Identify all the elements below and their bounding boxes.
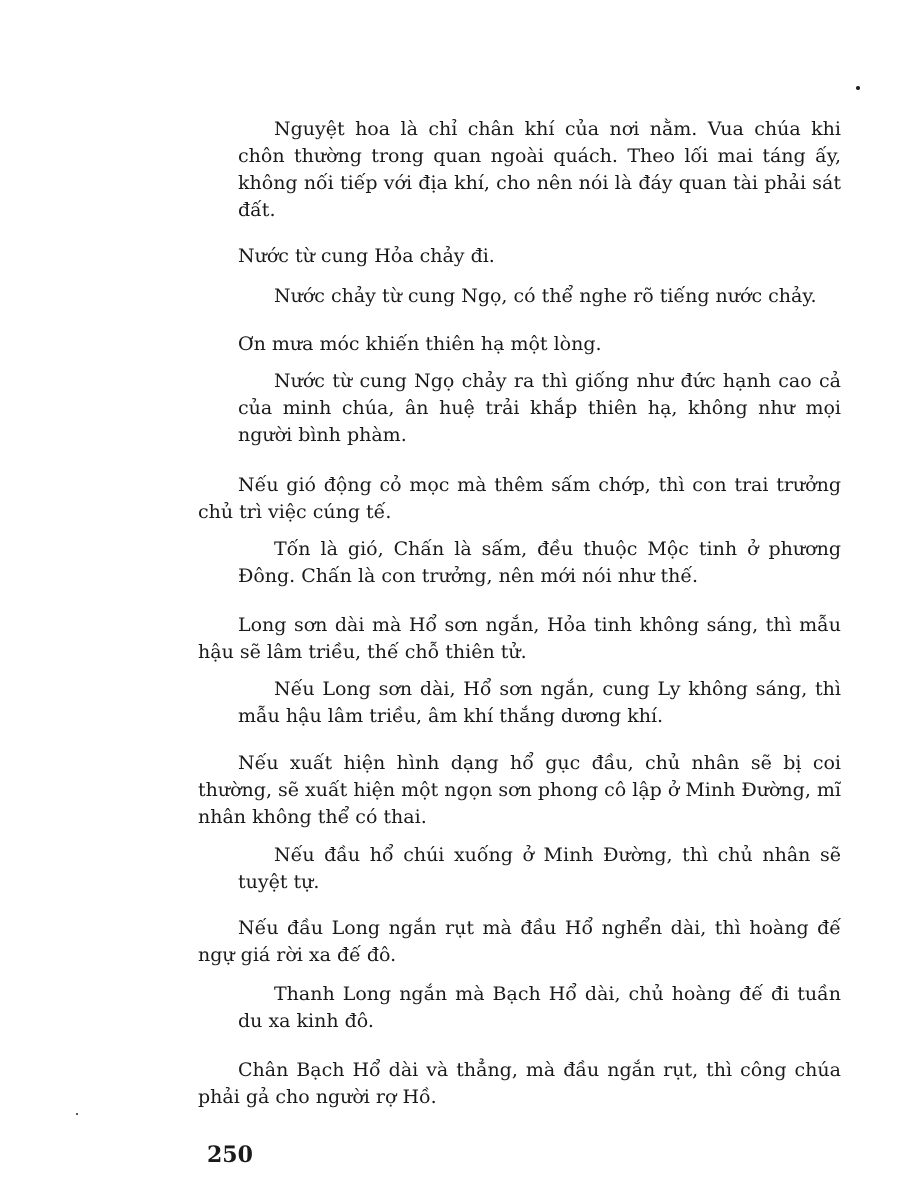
commentary-paragraph: Nếu Long sơn dài, Hổ sơn ngắn, cung Ly không sáng, thì mẫu hậu lâm triều, âm khí thắng dương khí. [238,678,841,727]
main-text-paragraph: Nếu gió động cỏ mọc mà thêm sấm chớp, thì con trai trưởng chủ trì việc cúng tế. [198,474,841,523]
main-text-paragraph: Ơn mưa móc khiến thiên hạ một lòng. [238,333,602,355]
commentary-paragraph: Nước từ cung Ngọ chảy ra thì giống như đức hạnh cao cả của minh chúa, ân huệ trải khắp thiên hạ, không như mọi người bình phàm. [238,370,841,446]
commentary-paragraph: Thanh Long ngắn mà Bạch Hổ dài, chủ hoàng đế đi tuần du xa kinh đô. [238,983,841,1032]
main-text-paragraph: Long sơn dài mà Hổ sơn ngắn, Hỏa tinh không sáng, thì mẫu hậu sẽ lâm triều, thế chỗ thiên tử. [198,614,841,663]
scan-speck [856,86,860,90]
main-text-paragraph: Nếu xuất hiện hình dạng hổ gục đầu, chủ nhân sẽ bị coi thường, sẽ xuất hiện một ngọn sơn phong cô lập ở Minh Đường, mĩ nhân không thể có thai. [198,752,841,828]
page-number: 250 [207,1142,253,1168]
main-text-paragraph: Nước từ cung Hỏa chảy đi. [238,245,495,267]
commentary-paragraph: Nếu đầu hổ chúi xuống ở Minh Đường, thì chủ nhân sẽ tuyệt tự. [238,844,841,893]
commentary-paragraph: Nguyệt hoa là chỉ chân khí của nơi nằm. Vua chúa khi chôn thường trong quan ngoài quách. Theo lối mai táng ấy, không nối tiếp với địa khí, cho nên nói là đáy quan tài phải sát đất. [238,118,841,221]
main-text-paragraph: Nếu đầu Long ngắn rụt mà đầu Hổ nghển dài, thì hoàng đế ngự giá rời xa đế đô. [198,917,841,966]
commentary-paragraph: Tốn là gió, Chấn là sấm, đều thuộc Mộc tinh ở phương Đông. Chấn là con trưởng, nên mới nói như thế. [238,538,841,587]
main-text-paragraph: Chân Bạch Hổ dài và thẳng, mà đầu ngắn rụt, thì công chúa phải gả cho người rợ Hồ. [198,1059,841,1108]
commentary-paragraph: Nước chảy từ cung Ngọ, có thể nghe rõ tiếng nước chảy. [274,285,817,307]
scan-speck [76,1113,78,1115]
